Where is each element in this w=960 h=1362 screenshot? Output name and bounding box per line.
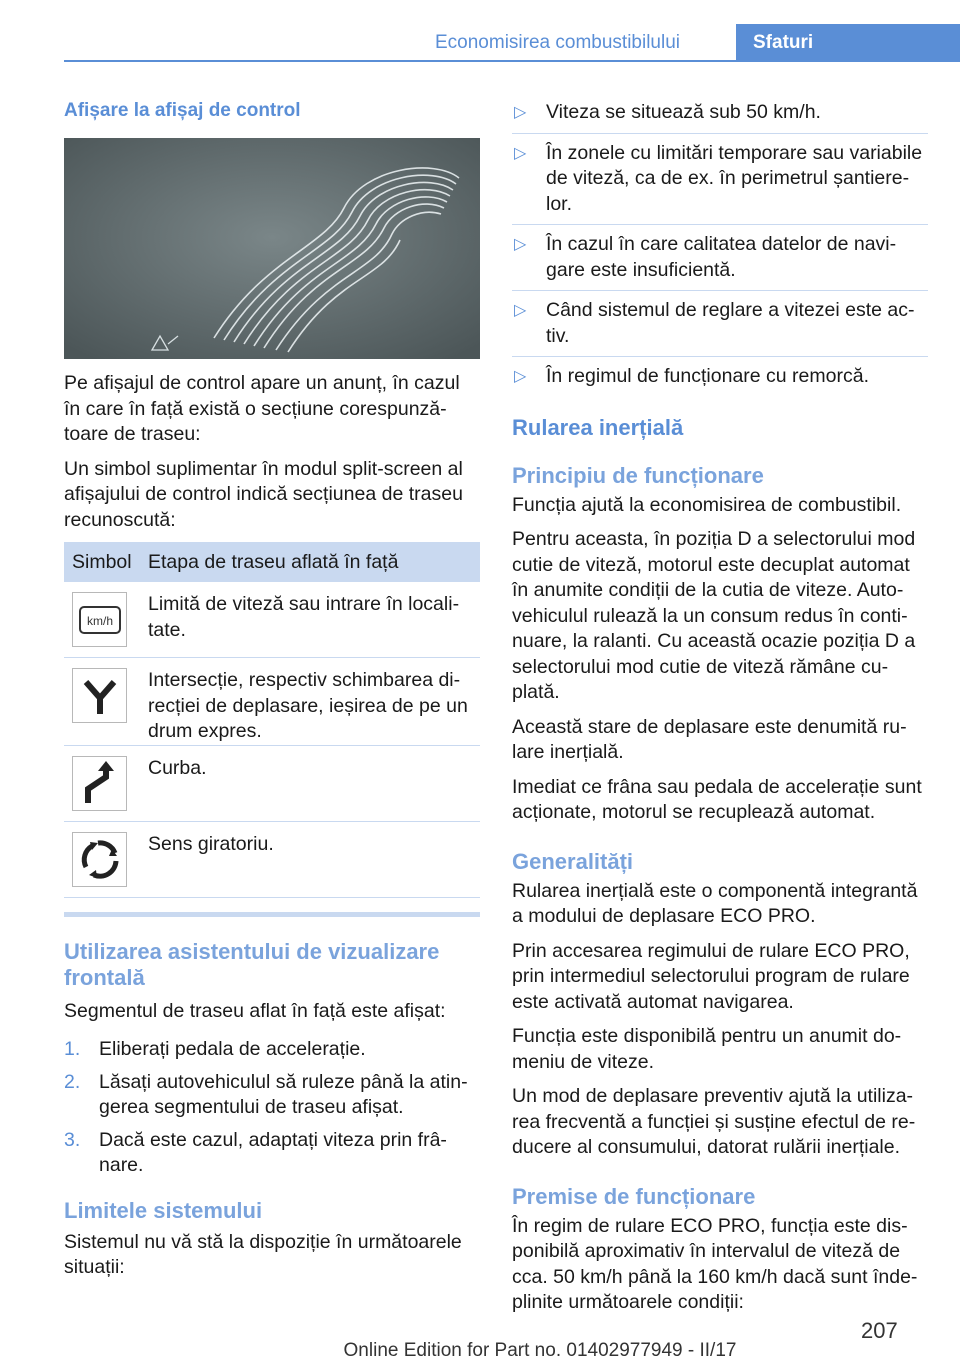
- table-row: [64, 745, 480, 821]
- list-item: ▷ În regimul de funcționare cu remorcă.: [514, 365, 869, 387]
- list-item: 2. Lăsați autovehiculul să ruleze până la atin‐gerea segmentului de traseu afișat.: [64, 1070, 468, 1118]
- general-heading: Generalități: [512, 848, 634, 874]
- principle-paragraph: Imediat ce frâna sau pedala de accelerație sunt acționate, motorul se recuplează automat.: [512, 775, 922, 823]
- list-item: ▷ Când sistemul de reglare a vitezei este ac‐tiv.: [514, 299, 915, 347]
- control-display-road-image: [64, 138, 480, 359]
- limits-heading: Limitele sistemului: [64, 1197, 263, 1223]
- list-item: ▷ În zonele cu limitări temporare sau variabile de viteză, ca de ex. în perimetrul șantiere‐lor.: [514, 141, 923, 215]
- general-paragraph: Funcția este disponibilă pentru un anumit do‐meniu de viteze.: [512, 1025, 902, 1073]
- principle-heading: Principiu de funcționare: [512, 462, 764, 488]
- list-item: ▷ În cazul în care calitatea datelor de navi‐gare este insuficientă.: [514, 233, 897, 281]
- right-column: [512, 100, 928, 1325]
- curve-arrow-icon: [72, 756, 127, 811]
- edition-footer: Online Edition for Part no. 01402977949 - II/17: [343, 1340, 737, 1361]
- display-paragraph-2: Un simbol suplimentar în modul split-screen al afișajului de control indică secțiunea de traseu recunoscută:: [64, 457, 463, 531]
- display-paragraph-1: Pe afișajul de control apare un anunț, în cazul în care în față există o secțiune corespunză‐toare de traseu:: [64, 372, 460, 445]
- junction-fork-icon: [72, 668, 127, 723]
- speed-limit-kmh-icon: [72, 592, 127, 647]
- table-cell: Intersecție, respectiv schimbarea di‐recției de deplasare, ieșirea de pe un drum expres.: [148, 658, 480, 746]
- table-cell: Limită de viteză sau intrare în locali‐tate.: [148, 582, 480, 658]
- premises-heading: Premise de funcționare: [512, 1183, 756, 1209]
- winding-road-icon: [64, 138, 480, 359]
- coasting-heading: Rularea inerțială: [512, 414, 684, 440]
- general-paragraph: Prin accesarea regimului de rulare ECO PRO, prin intermediul selectorului program de rulare este activată automat navigarea.: [512, 939, 910, 1013]
- header-rule: [64, 60, 960, 62]
- table-cell: Sens giratoriu.: [148, 821, 480, 897]
- principle-paragraph: Pentru aceasta, în poziția D a selectorului mod cutie de viteză, motorul este decuplat automat în anumite condiții de la cutia de viteze. Auto‐vehiculul rulează la un consum redus în conti‐nuare, la ralanti. Cu această ocazie poziția D a selectorului mod cutie de viteză rămâne cu‐plată.: [512, 528, 916, 703]
- list-item: 1. Eliberați pedala de accelerație.: [64, 1038, 366, 1060]
- header-chapter-tab[interactable]: Sfaturi: [736, 24, 960, 62]
- speed-limit-text: km/h: [86, 613, 113, 628]
- list-item: ▷ Viteza se situează sub 50 km/h.: [514, 101, 821, 123]
- table-cell: Curba.: [148, 745, 480, 821]
- general-paragraph: Un mod de deplasare preventiv ajută la utiliza‐rea frecventă a funcției și susține efectul de re‐ducere al consumului, datorat rulării inerțiale.: [512, 1085, 916, 1158]
- general-paragraph: Rularea inerțială este o componentă integrantă a modului de deplasare ECO PRO.: [512, 879, 918, 927]
- limits-bullets: [512, 100, 928, 390]
- display-section-title: Afișare la afișaj de control: [64, 100, 301, 121]
- page-number: 207: [861, 1318, 898, 1343]
- table-row: [64, 582, 480, 658]
- list-item: 3. Dacă este cazul, adaptați viteza prin frâ‐nare.: [64, 1128, 447, 1176]
- table-row: [64, 658, 480, 746]
- left-column: [64, 100, 480, 1290]
- usage-heading: Utilizarea asistentului de vizualizare frontală: [64, 938, 440, 990]
- header-section-title: Economisirea combustibilului: [435, 32, 680, 53]
- symbol-table: [64, 542, 480, 898]
- table-header-route: Etapa de traseu aflată în față: [148, 542, 480, 582]
- principle-paragraph: Funcția ajută la economisirea de combustibil.: [512, 493, 902, 516]
- premises-paragraph: În regim de rulare ECO PRO, funcția este dis‐ponibilă aproximativ în intervalul de viteză de cca. 50 km/h până la 160 km/h dacă sunt înde‐plinite următoarele condiții:: [512, 1214, 918, 1313]
- principle-paragraph: Această stare de deplasare este denumită ru‐lare inerțială.: [512, 715, 907, 763]
- usage-steps: [64, 1037, 480, 1179]
- table-row: [64, 821, 480, 897]
- table-header-symbol: Simbol: [64, 542, 148, 582]
- limits-paragraph: Sistemul nu vă stă la dispoziție în următoarele situații:: [64, 1230, 462, 1278]
- usage-paragraph: Segmentul de traseu aflat în față este afișat:: [64, 999, 446, 1022]
- roundabout-icon: [72, 832, 127, 887]
